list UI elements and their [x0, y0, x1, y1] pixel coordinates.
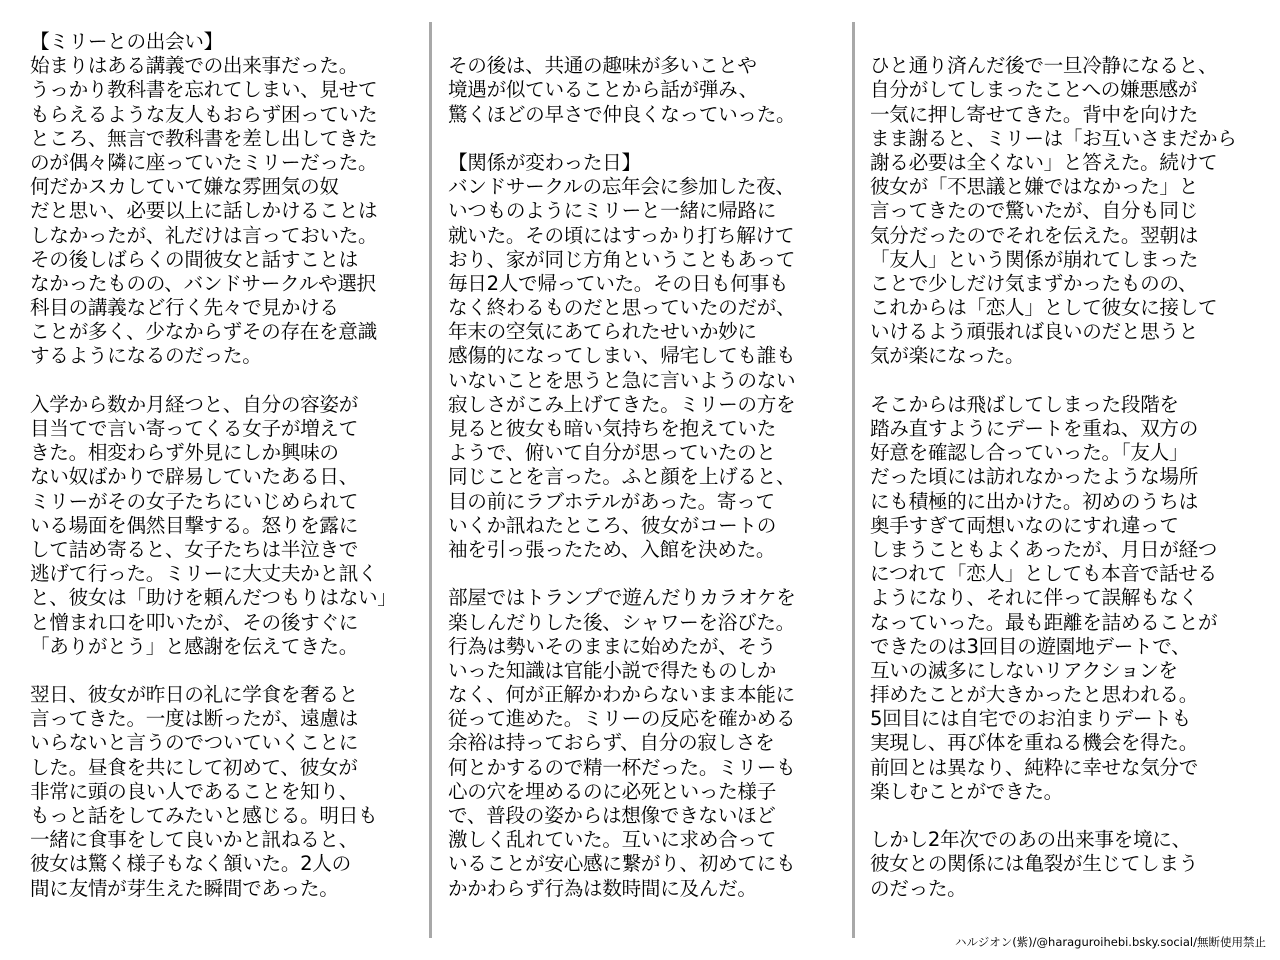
text-line: なかったものの、バンドサークルや選択 — [30, 271, 376, 295]
text-line: おり、家が同じ方角ということもあって — [448, 247, 796, 271]
text-line: 従って進めた。ミリーの反応を確かめる — [448, 707, 796, 731]
text-line: 翌日、彼女が昨日の礼に学食を奢ると — [30, 683, 358, 707]
text-line: 同じことを言った。ふと顔を上げると、 — [448, 465, 796, 489]
column-divider — [852, 22, 855, 938]
text-line: しかし2年次でのあの出来事を境に、 — [870, 828, 1191, 852]
text-line: 踏み直すようにデートを重ね、双方の — [870, 417, 1198, 440]
text-line: 一気に押し寄せてきた。背中を向けた — [870, 102, 1198, 126]
text-line: 「ありがとう」と感謝を伝えてきた。 — [30, 634, 358, 658]
text-line: いった知識は官能小説で得たものしか — [448, 658, 776, 682]
text-line: 拝めたことが大きかったと思われる。 — [870, 683, 1198, 707]
text-line: して詰め寄ると、女子たちは半泣きで — [30, 537, 358, 561]
text-line: 余裕は持っておらず、自分の寂しさを — [448, 731, 775, 755]
text-line: ない奴ばかりで辟易していたある日、 — [30, 465, 358, 489]
text-line: これからは「恋人」として彼女に接して — [870, 296, 1218, 320]
text-line: その後しばらくの間彼女と話すことは — [30, 247, 358, 271]
paragraph-gap — [870, 804, 1262, 828]
text-line: 目当てで言い寄ってくる女子が増えて — [30, 417, 358, 440]
text-line: 5回目には自宅でのお泊まりデートも — [870, 707, 1191, 731]
text-line: で、普段の姿からは想像できないほど — [448, 804, 776, 827]
text-line: 驚くほどの早さで仲良くなっていった。 — [448, 102, 796, 126]
text-line: 何とかするので精一杯だった。ミリーも — [448, 755, 796, 779]
text-line: いることが安心感に繋がり、初めてにも — [448, 852, 796, 876]
text-line: 気分だったのでそれを伝えた。翌朝は — [870, 223, 1198, 247]
text-line: 非常に頭の良い人であることを知り、 — [30, 779, 358, 803]
text-line: 行為は勢いそのままに始めたが、そう — [448, 634, 776, 658]
text-line: 間に友情が芽生えた瞬間であった。 — [30, 876, 339, 900]
text-line: 彼女が「不思議と嫌ではなかった」と — [870, 175, 1198, 199]
text-line: 何だかスカしていて嫌な雰囲気の奴 — [30, 175, 339, 199]
text-line: 言ってきた。一度は断ったが、遠慮は — [30, 707, 358, 731]
text-line: 部屋ではトランプで遊んだりカラオケを — [448, 586, 796, 610]
text-line: した。昼食を共にして初めて、彼女が — [30, 755, 358, 779]
text-line: まま謝ると、ミリーは「お互いさまだから — [870, 126, 1237, 150]
text-line: 激しく乱れていた。互いに求め合って — [448, 828, 776, 852]
text-line: ことが多く、少なからずその存在を意識 — [30, 320, 377, 344]
text-line: 奥手すぎて両想いなのにすれ違って — [870, 513, 1179, 537]
text-line: いる場面を偶然目撃する。怒りを露に — [30, 513, 358, 537]
text-line: 年末の空気にあてられたせいか妙に — [448, 320, 757, 344]
text-line: いくか訊ねたところ、彼女がコートの — [448, 513, 776, 537]
text-line: 心の穴を埋めるのに必死といった様子 — [448, 779, 776, 803]
text-line: きた。相変わらず外見にしか興味の — [30, 441, 339, 465]
text-line: 謝る必要は全くない」と答えた。続けて — [870, 150, 1218, 174]
text-line: 就いた。その頃にはすっかり打ち解けて — [448, 223, 795, 247]
text-column-2 — [448, 30, 840, 901]
text-line: 前回とは異なり、純粋に幸せな気分で — [870, 755, 1198, 779]
paragraph-gap — [30, 659, 422, 683]
text-line: 彼女との関係には亀裂が生じてしまう — [870, 852, 1198, 876]
text-line: かかわらず行為は数時間に及んだ。 — [448, 876, 757, 900]
paragraph-gap — [448, 562, 840, 586]
text-line: いらないと言うのでついていくことに — [30, 731, 358, 755]
credit-footer: ハルジオン(紫)/@haraguroihebi.bsky.social/無断使用禁止 — [954, 935, 1266, 949]
text-line: しまうこともよくあったが、月日が経つ — [870, 537, 1218, 561]
text-line: 【ミリーとの出会い】 — [30, 30, 223, 53]
text-line: のが偶々隣に座っていたミリーだった。 — [30, 150, 378, 174]
text-line: 互いの滅多にしないリアクションを — [870, 658, 1178, 682]
text-line: 科目の講義など行く先々で見かける — [30, 296, 339, 320]
text-line: もらえるような友人もおらず困っていた — [30, 102, 378, 126]
paragraph-gap — [870, 369, 1262, 393]
text-line: しなかったが、礼だけは言っておいた。 — [30, 223, 378, 247]
text-line: 好意を確認し合っていった。「友人」 — [870, 441, 1189, 465]
column-divider — [429, 22, 432, 938]
text-line: 感傷的になってしまい、帰宅しても誰も — [448, 344, 796, 368]
text-line: 見ると彼女も暗い気持ちを抱えていた — [448, 417, 776, 440]
text-line: 逃げて行った。ミリーに大丈夫かと訊く — [30, 562, 378, 586]
paragraph-gap — [30, 369, 422, 393]
text-line: いつものようにミリーと一緒に帰路に — [448, 199, 776, 223]
text-line: なく終わるものだと思っていたのだが、 — [448, 296, 796, 320]
text-line: ところ、無言で教科書を差し出してきた — [30, 126, 378, 150]
text-line: 寂しさがこみ上げてきた。ミリーの方を — [448, 392, 796, 416]
text-line: と憎まれ口を叩いたが、その後すぐに — [30, 610, 358, 634]
text-line: ひと通り済んだ後で一旦冷静になると、 — [870, 54, 1218, 78]
text-column-1 — [30, 30, 422, 901]
text-line: いないことを思うと急に言いようのない — [448, 368, 796, 392]
text-line: 気が楽になった。 — [870, 344, 1025, 368]
text-line: するようになるのだった。 — [30, 344, 262, 368]
text-line: 毎日2人で帰っていた。その日も何事も — [448, 271, 789, 295]
text-line: だと思い、必要以上に話しかけることは — [30, 199, 378, 223]
text-line: ようになり、それに伴って誤解もなく — [870, 586, 1198, 610]
text-column-3 — [870, 30, 1262, 901]
text-line: 「友人」という関係が崩れてしまった — [870, 247, 1198, 271]
text-line: その後は、共通の趣味が多いことや — [448, 54, 757, 78]
text-line: なっていった。最も距離を詰めることが — [870, 610, 1218, 634]
paragraph-gap — [870, 30, 1262, 54]
text-line: なく、何が正解かわからないまま本能に — [448, 683, 795, 707]
text-line: 楽しむことができた。 — [870, 779, 1063, 803]
text-line: 袖を引っ張ったため、入館を決めた。 — [448, 537, 776, 561]
text-line: と、彼女は「助けを頼んだつもりはない」 — [30, 586, 397, 610]
text-line: 目の前にラブホテルがあった。寄って — [448, 489, 775, 513]
text-line: 彼女は驚く様子もなく頷いた。2人の — [30, 852, 351, 876]
text-line: にも積極的に出かけた。初めのうちは — [870, 489, 1198, 513]
text-line: 入学から数か月経つと、自分の容姿が — [30, 392, 358, 416]
text-line: のだった。 — [870, 876, 967, 900]
text-line: 一緒に食事をして良いかと訊ねると、 — [30, 828, 358, 852]
paragraph-gap — [448, 127, 840, 151]
text-line: 自分がしてしまったことへの嫌悪感が — [870, 78, 1198, 102]
text-line: そこからは飛ばしてしまった段階を — [870, 392, 1179, 416]
text-line: 実現し、再び体を重ねる機会を得た。 — [870, 731, 1198, 755]
text-line: だった頃には訪れなかったような場所 — [870, 465, 1198, 489]
text-line: もっと話をしてみたいと感じる。明日も — [30, 804, 378, 827]
text-line: 言ってきたので驚いたが、自分も同じ — [870, 199, 1198, 223]
text-line: 始まりはある講義での出来事だった。 — [30, 54, 358, 78]
text-line: ようで、俯いて自分が思っていたのと — [448, 441, 776, 465]
paragraph-gap — [448, 30, 840, 54]
text-line: ミリーがその女子たちにいじめられて — [30, 489, 358, 513]
text-line: 楽しんだりした後、シャワーを浴びた。 — [448, 610, 795, 634]
text-line: ことで少しだけ気まずかったものの、 — [870, 271, 1198, 295]
text-line: うっかり教科書を忘れてしまい、見せて — [30, 78, 378, 102]
text-line: 境遇が似ていることから話が弾み、 — [448, 78, 758, 102]
text-line: バンドサークルの忘年会に参加した夜、 — [448, 175, 795, 199]
text-line: 【関係が変わった日】 — [448, 150, 641, 174]
text-line: につれて「恋人」としても本音で話せる — [870, 562, 1217, 586]
text-line: できたのは3回目の遊園地デートで、 — [870, 634, 1191, 658]
text-line: いけるよう頑張れば良いのだと思うと — [870, 320, 1198, 344]
